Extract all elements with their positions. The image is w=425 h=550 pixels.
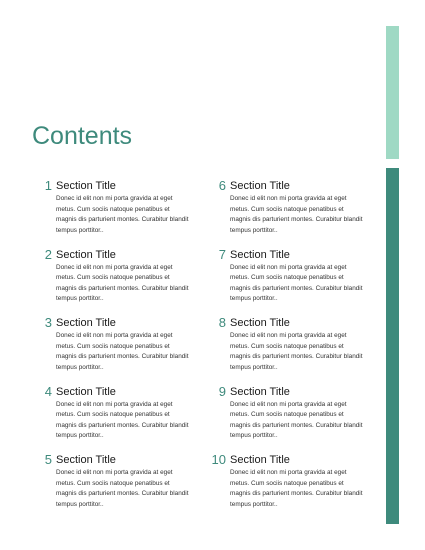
- toc-entry-title[interactable]: Section Title: [56, 317, 116, 329]
- toc-column-left: [30, 178, 190, 521]
- accent-bar-light: [386, 26, 399, 159]
- toc-entry-6[interactable]: [204, 178, 364, 247]
- toc-entry-number: 3: [44, 315, 52, 330]
- toc-entry-5[interactable]: [30, 452, 190, 521]
- toc-entry-number: 10: [211, 452, 226, 467]
- toc-entry-title[interactable]: Section Title: [230, 385, 290, 398]
- toc-entry-title[interactable]: Section Title: [230, 180, 290, 192]
- toc-entry-body: Donec id elit non mi porta gravida at eget metus. Cum sociis natoque penatibus et magnis dis parturient montes. Curabitur blandit tempus porttitor..: [230, 195, 363, 234]
- toc-entry-3[interactable]: [30, 315, 190, 384]
- toc-entry-body: Donec id elit non mi porta gravida at eget metus. Cum sociis natoque penatibus et magnis dis parturient montes. Curabitur blandit tempus porttitor..: [230, 400, 363, 439]
- toc-entry-body: Donec id elit non mi porta gravida at eget metus. Cum sociis natoque penatibus et magnis dis parturient montes. Curabitur blandit tempus porttitor..: [230, 263, 363, 302]
- toc-entry-title[interactable]: Section Title: [230, 317, 290, 329]
- toc-entry-body: Donec id elit non mi porta gravida at eget metus. Cum sociis natoque penatibus et magnis dis parturient montes. Curabitur blandit tempus porttitor..: [56, 469, 189, 508]
- toc-entry-number: 8: [218, 315, 226, 330]
- toc-entry-body: Donec id elit non mi porta gravida at eget metus. Cum sociis natoque penatibus et magnis dis parturient montes. Curabitur blandit tempus porttitor..: [56, 195, 189, 234]
- toc-entry-body: Donec id elit non mi porta gravida at eget metus. Cum sociis natoque penatibus et magnis dis parturient montes. Curabitur blandit tempus porttitor..: [56, 263, 189, 302]
- toc-entry-10[interactable]: [204, 452, 364, 521]
- toc-column-right: [204, 178, 364, 521]
- toc-entry-title[interactable]: Section Title: [230, 454, 290, 466]
- toc-entry-9[interactable]: [204, 384, 364, 453]
- toc-entry-body: Donec id elit non mi porta gravida at eget metus. Cum sociis natoque penatibus et magnis dis parturient montes. Curabitur blandit tempus porttitor..: [230, 332, 363, 371]
- toc-entry-7[interactable]: [204, 247, 364, 316]
- toc-entry-number: 1: [44, 178, 52, 193]
- toc-entry-1[interactable]: [30, 178, 190, 247]
- toc-entry-body: Donec id elit non mi porta gravida at eget metus. Cum sociis natoque penatibus et magnis dis parturient montes. Curabitur blandit tempus porttitor..: [230, 469, 363, 508]
- toc-entry-number: 4: [44, 383, 52, 399]
- toc-entry-body: Donec id elit non mi porta gravida at eget metus. Cum sociis natoque penatibus et magnis dis parturient montes. Curabitur blandit tempus porttitor..: [56, 332, 189, 371]
- toc-entry-2[interactable]: [30, 247, 190, 316]
- toc-entry-title[interactable]: Section Title: [56, 180, 116, 192]
- toc-entry-number: 6: [218, 178, 226, 193]
- accent-bar-dark: [386, 168, 399, 524]
- toc-entry-number: 2: [44, 246, 52, 262]
- toc-entry-4[interactable]: [30, 384, 190, 453]
- toc-entry-number: 7: [218, 246, 226, 262]
- toc-entry-title[interactable]: Section Title: [230, 248, 290, 261]
- toc-entry-title[interactable]: Section Title: [56, 248, 116, 261]
- toc-entry-number: 5: [44, 452, 52, 467]
- toc-entry-8[interactable]: [204, 315, 364, 384]
- toc-entry-title[interactable]: Section Title: [56, 385, 116, 398]
- page-title: Contents: [32, 122, 133, 150]
- toc-entry-body: Donec id elit non mi porta gravida at eget metus. Cum sociis natoque penatibus et magnis dis parturient montes. Curabitur blandit tempus porttitor..: [56, 400, 189, 439]
- toc-entry-number: 9: [218, 383, 226, 399]
- toc-entry-title[interactable]: Section Title: [56, 454, 116, 466]
